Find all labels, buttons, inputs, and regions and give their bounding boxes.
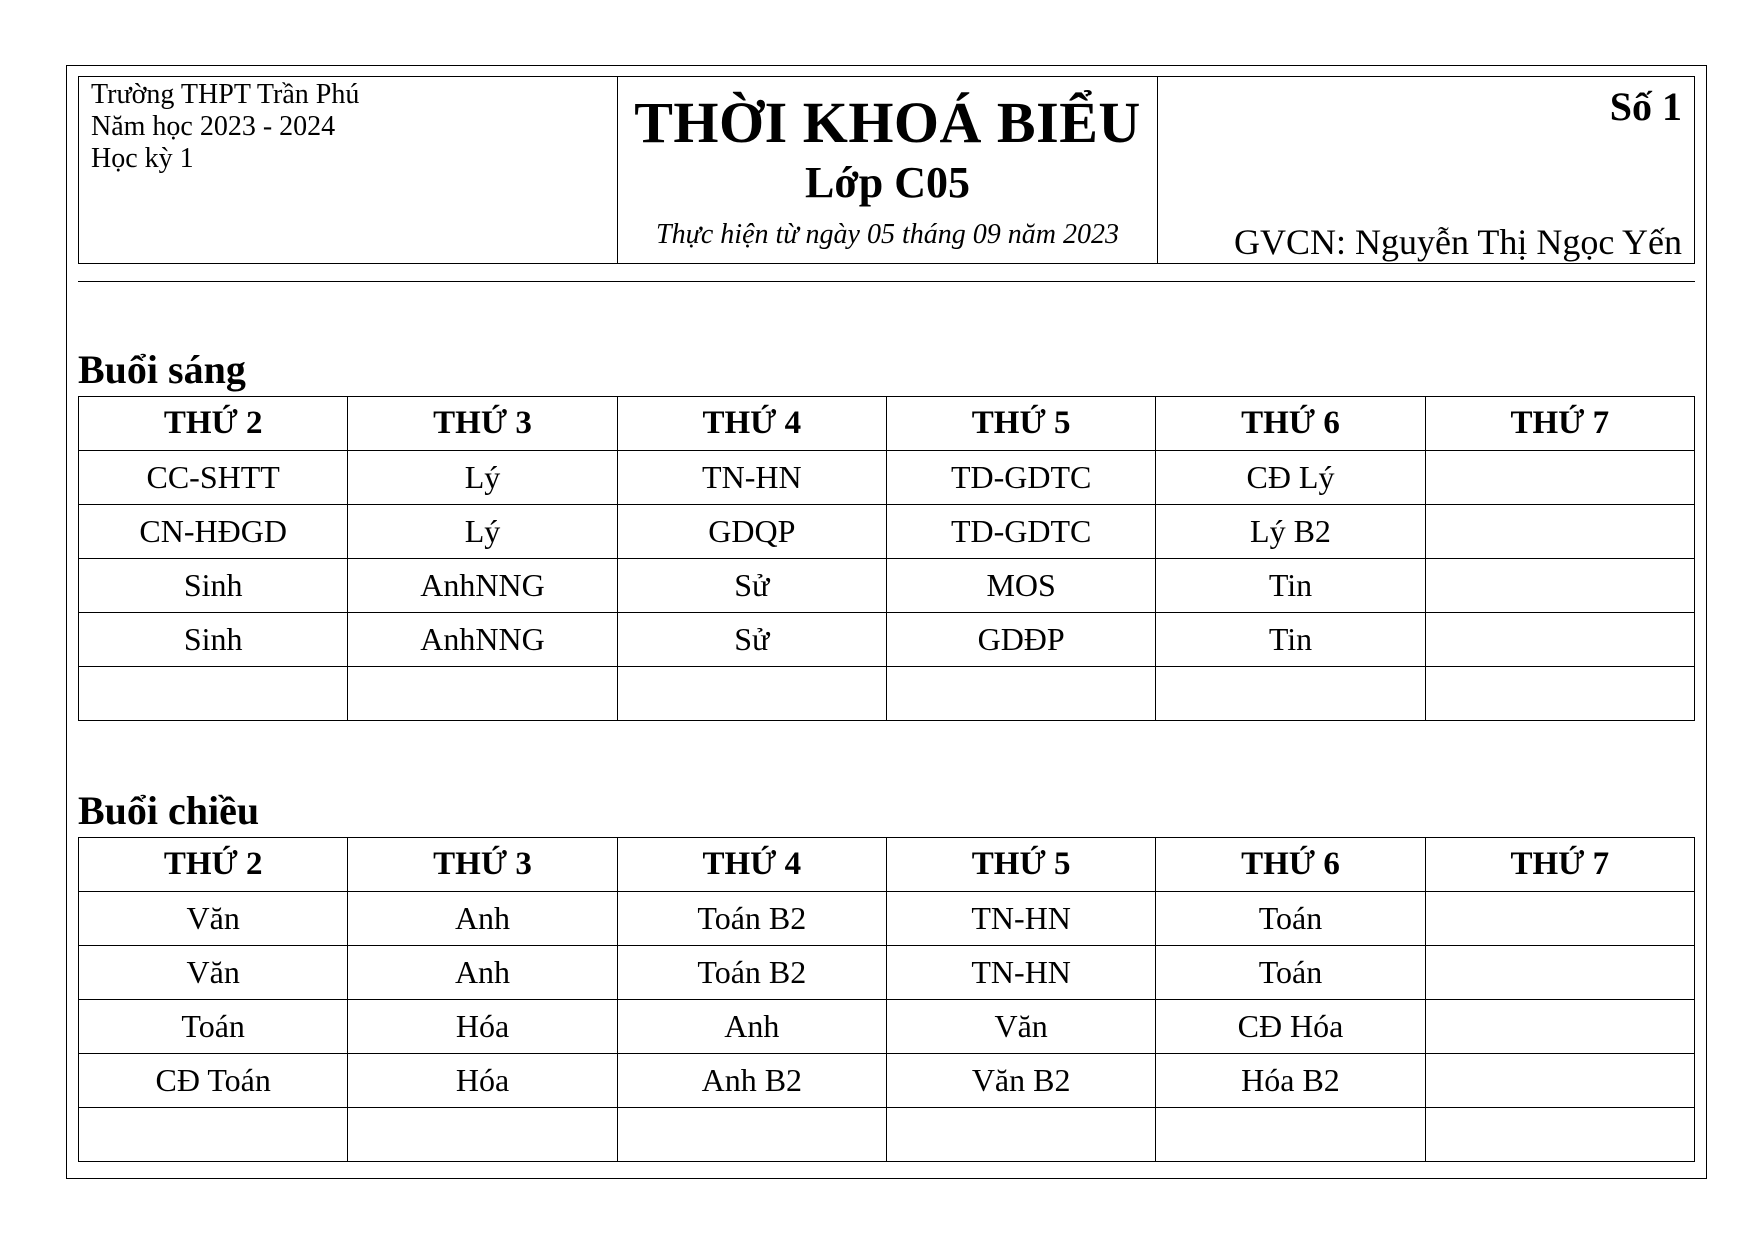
period-row [79,1108,1695,1162]
subject-cell: Sinh [79,559,348,613]
document-number: Số 1 [1609,84,1682,129]
title-block [618,77,1158,263]
period-row [79,613,1695,667]
day-header: THỨ 2 [79,397,348,451]
schedule-header [78,76,1695,264]
subject-cell: TD-GDTC [886,505,1155,559]
school-name: Trường THPT Trần Phú [91,79,360,110]
page-title: THỜI KHOÁ BIỂU [634,90,1141,155]
subject-cell: Lý [348,451,617,505]
subject-cell: Văn [886,1000,1155,1054]
subject-cell [1425,559,1694,613]
subject-cell: Toán [1156,946,1425,1000]
subject-cell: Toán B2 [617,892,886,946]
subject-cell: Sử [617,613,886,667]
period-row [79,505,1695,559]
morning-schedule-table [78,396,1695,721]
subject-cell: CĐ Hóa [1156,1000,1425,1054]
period-row [79,1054,1695,1108]
period-row [79,892,1695,946]
subject-cell: CĐ Toán [79,1054,348,1108]
effective-date: Thực hiện từ ngày 05 tháng 09 năm 2023 [656,219,1119,250]
period-row [79,946,1695,1000]
subject-cell [1425,505,1694,559]
period-row [79,1000,1695,1054]
subject-cell: Hóa [348,1054,617,1108]
subject-cell: MOS [886,559,1155,613]
subject-cell: GDĐP [886,613,1155,667]
morning-section-title: Buổi sáng [78,347,246,392]
subject-cell [1156,667,1425,721]
day-header: THỨ 4 [617,397,886,451]
subject-cell: Sinh [79,613,348,667]
subject-cell: CN-HĐGD [79,505,348,559]
subject-cell [1156,1108,1425,1162]
day-header: THỨ 3 [348,838,617,892]
homeroom-teacher: GVCN: Nguyễn Thị Ngọc Yến [1234,222,1682,262]
day-header: THỨ 2 [79,838,348,892]
subject-cell: Văn [79,946,348,1000]
subject-cell: TN-HN [617,451,886,505]
subject-cell: TN-HN [886,892,1155,946]
class-name: Lớp C05 [805,158,970,207]
document-info [1158,77,1694,263]
period-row [79,667,1695,721]
subject-cell: CĐ Lý [1156,451,1425,505]
subject-cell [1425,892,1694,946]
afternoon-section-title: Buổi chiều [78,788,260,833]
subject-cell: Sử [617,559,886,613]
day-header-row [79,397,1695,451]
subject-cell: Anh [617,1000,886,1054]
subject-cell: Tin [1156,613,1425,667]
day-header: THỨ 7 [1425,838,1694,892]
day-header: THỨ 3 [348,397,617,451]
subject-cell: GDQP [617,505,886,559]
subject-cell [79,667,348,721]
school-year: Năm học 2023 - 2024 [91,111,336,142]
subject-cell [1425,1054,1694,1108]
subject-cell: Lý B2 [1156,505,1425,559]
header-divider [78,281,1695,282]
subject-cell [1425,946,1694,1000]
subject-cell [79,1108,348,1162]
day-header: THỨ 5 [886,838,1155,892]
subject-cell: TN-HN [886,946,1155,1000]
afternoon-schedule-table [78,837,1695,1162]
subject-cell: Toán [1156,892,1425,946]
subject-cell: Văn B2 [886,1054,1155,1108]
school-info [79,77,618,263]
subject-cell: Anh [348,892,617,946]
subject-cell [1425,1108,1694,1162]
subject-cell [886,667,1155,721]
day-header-row [79,838,1695,892]
day-header: THỨ 6 [1156,838,1425,892]
period-row [79,451,1695,505]
subject-cell: Văn [79,892,348,946]
day-header: THỨ 5 [886,397,1155,451]
day-header: THỨ 4 [617,838,886,892]
subject-cell: Tin [1156,559,1425,613]
subject-cell [1425,451,1694,505]
subject-cell: Lý [348,505,617,559]
subject-cell: TD-GDTC [886,451,1155,505]
subject-cell [1425,1000,1694,1054]
subject-cell [886,1108,1155,1162]
subject-cell [1425,667,1694,721]
subject-cell: Hóa B2 [1156,1054,1425,1108]
day-header: THỨ 7 [1425,397,1694,451]
subject-cell: Anh [348,946,617,1000]
subject-cell [348,1108,617,1162]
subject-cell: Hóa [348,1000,617,1054]
day-header: THỨ 6 [1156,397,1425,451]
school-term: Học kỳ 1 [91,143,194,174]
subject-cell: Anh B2 [617,1054,886,1108]
subject-cell: CC-SHTT [79,451,348,505]
subject-cell: Toán [79,1000,348,1054]
period-row [79,559,1695,613]
subject-cell [617,1108,886,1162]
subject-cell [1425,613,1694,667]
subject-cell: Toán B2 [617,946,886,1000]
subject-cell [348,667,617,721]
subject-cell [617,667,886,721]
subject-cell: AnhNNG [348,559,617,613]
subject-cell: AnhNNG [348,613,617,667]
